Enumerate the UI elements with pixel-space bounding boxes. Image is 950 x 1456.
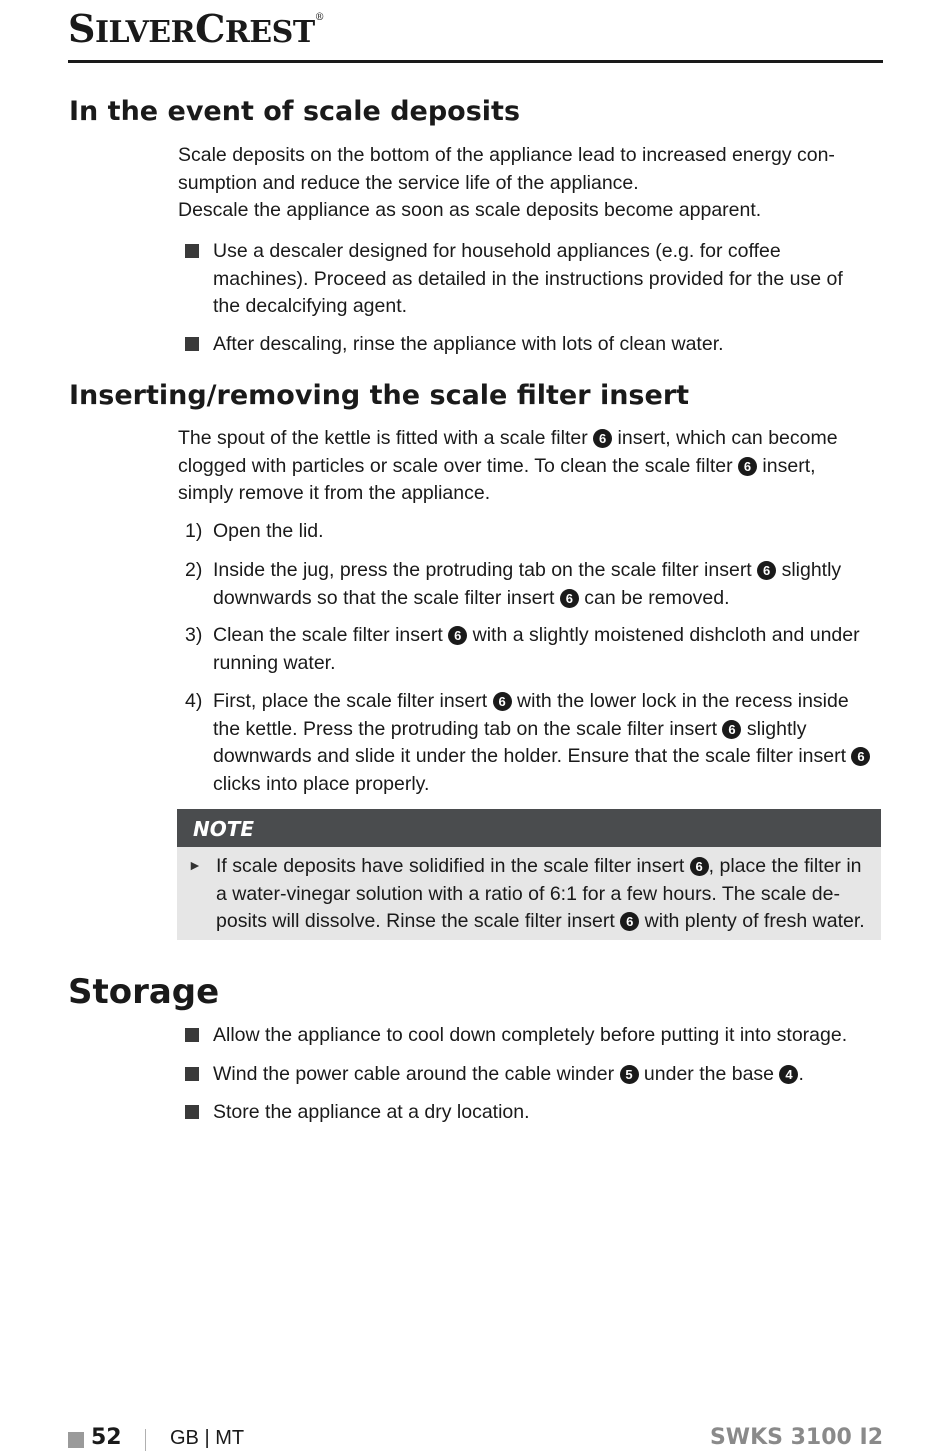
step-item: 4) First, place the scale filter insert 6 with the lower lock in the recess inside the kettle. Press the protruding tab on the scale filter insert 6 slightly downwards and slide it under the holder. Ensure that the scale filter insert 6 clicks into place properly. <box>185 688 875 798</box>
part-number-badge: 6 <box>757 561 776 580</box>
section-title-scale-filter: Inserting/removing the scale filter insert <box>69 380 690 411</box>
footer-square-icon <box>68 1432 84 1448</box>
bullet-item: Allow the appliance to cool down completely before putting it into storage. <box>185 1022 875 1050</box>
step-number: 3) <box>185 624 203 646</box>
part-number-badge: 6 <box>620 912 639 931</box>
footer-divider <box>145 1429 146 1451</box>
step-number: 4) <box>185 690 203 712</box>
part-number-badge: 4 <box>779 1065 798 1084</box>
model-number: SWKS 3100 I2 <box>709 1425 883 1450</box>
part-number-badge: 6 <box>560 589 579 608</box>
bullet-square-icon <box>185 244 199 258</box>
step-number: 2) <box>185 559 203 581</box>
step-item: 1) Open the lid. <box>185 518 875 546</box>
section-intro: The spout of the kettle is fitted with a scale filter 6 insert, which can become clogged with particles or scale over time. To clean the scale filter 6 insert, simply remove it from the appliance. <box>178 427 838 504</box>
bullet-item: Wind the power cable around the cable winder 5 under the base 4 . <box>185 1061 875 1089</box>
bullet-item: After descaling, rinse the appliance with lots of clean water. <box>185 331 875 359</box>
bullet-square-icon <box>185 1028 199 1042</box>
note-box <box>177 847 881 940</box>
step-item: 3) Clean the scale filter insert 6 with a slightly moistened dishcloth and under running water. <box>185 624 860 674</box>
part-number-badge: 6 <box>722 720 741 739</box>
step-number: 1) <box>185 520 203 542</box>
bullet-item: Store the appliance at a dry location. <box>185 1099 875 1127</box>
brand-logo: SILVERCREST® <box>68 6 325 51</box>
part-number-badge: 6 <box>738 457 757 476</box>
bullet-square-icon <box>185 337 199 351</box>
part-number-badge: 5 <box>620 1065 639 1084</box>
part-number-badge: 6 <box>851 747 870 766</box>
section-title-storage: Storage <box>68 972 220 1012</box>
note-text: If scale deposits have solidified in the scale filter insert 6 , place the filter in a water-vinegar solution with a ratio of 6:1 for a few hours. The scale de-posits will dissolve. Rinse the scale filter insert 6 with plenty of fresh water. <box>216 855 865 932</box>
part-number-badge: 6 <box>448 626 467 645</box>
arrow-right-icon: ► <box>188 857 202 873</box>
page-number: 52 <box>91 1425 122 1450</box>
bullet-square-icon <box>185 1105 199 1119</box>
bullet-square-icon <box>185 1067 199 1081</box>
language-codes: GB | MT <box>170 1427 245 1449</box>
bullet-item: Use a descaler designed for household appliances (e.g. for coffee machines). Proceed as detailed in the instructions provided for the use of the decalcifying agent. <box>185 238 875 321</box>
section-title-scale-deposits: In the event of scale deposits <box>69 96 521 127</box>
step-item: 2) Inside the jug, press the protruding tab on the scale filter insert 6 slightly downwards so that the scale filter insert 6 can be removed. <box>185 559 842 609</box>
header-rule <box>68 60 883 63</box>
part-number-badge: 6 <box>593 429 612 448</box>
part-number-badge: 6 <box>493 692 512 711</box>
section-intro: Scale deposits on the bottom of the appliance lead to increased energy con- sumption and reduce the service life of the appliance. Descale the appliance as soon as scale deposits become apparent. <box>178 144 835 221</box>
page-footer <box>0 1424 950 1456</box>
note-heading: NOTE <box>177 809 881 847</box>
part-number-badge: 6 <box>690 857 709 876</box>
